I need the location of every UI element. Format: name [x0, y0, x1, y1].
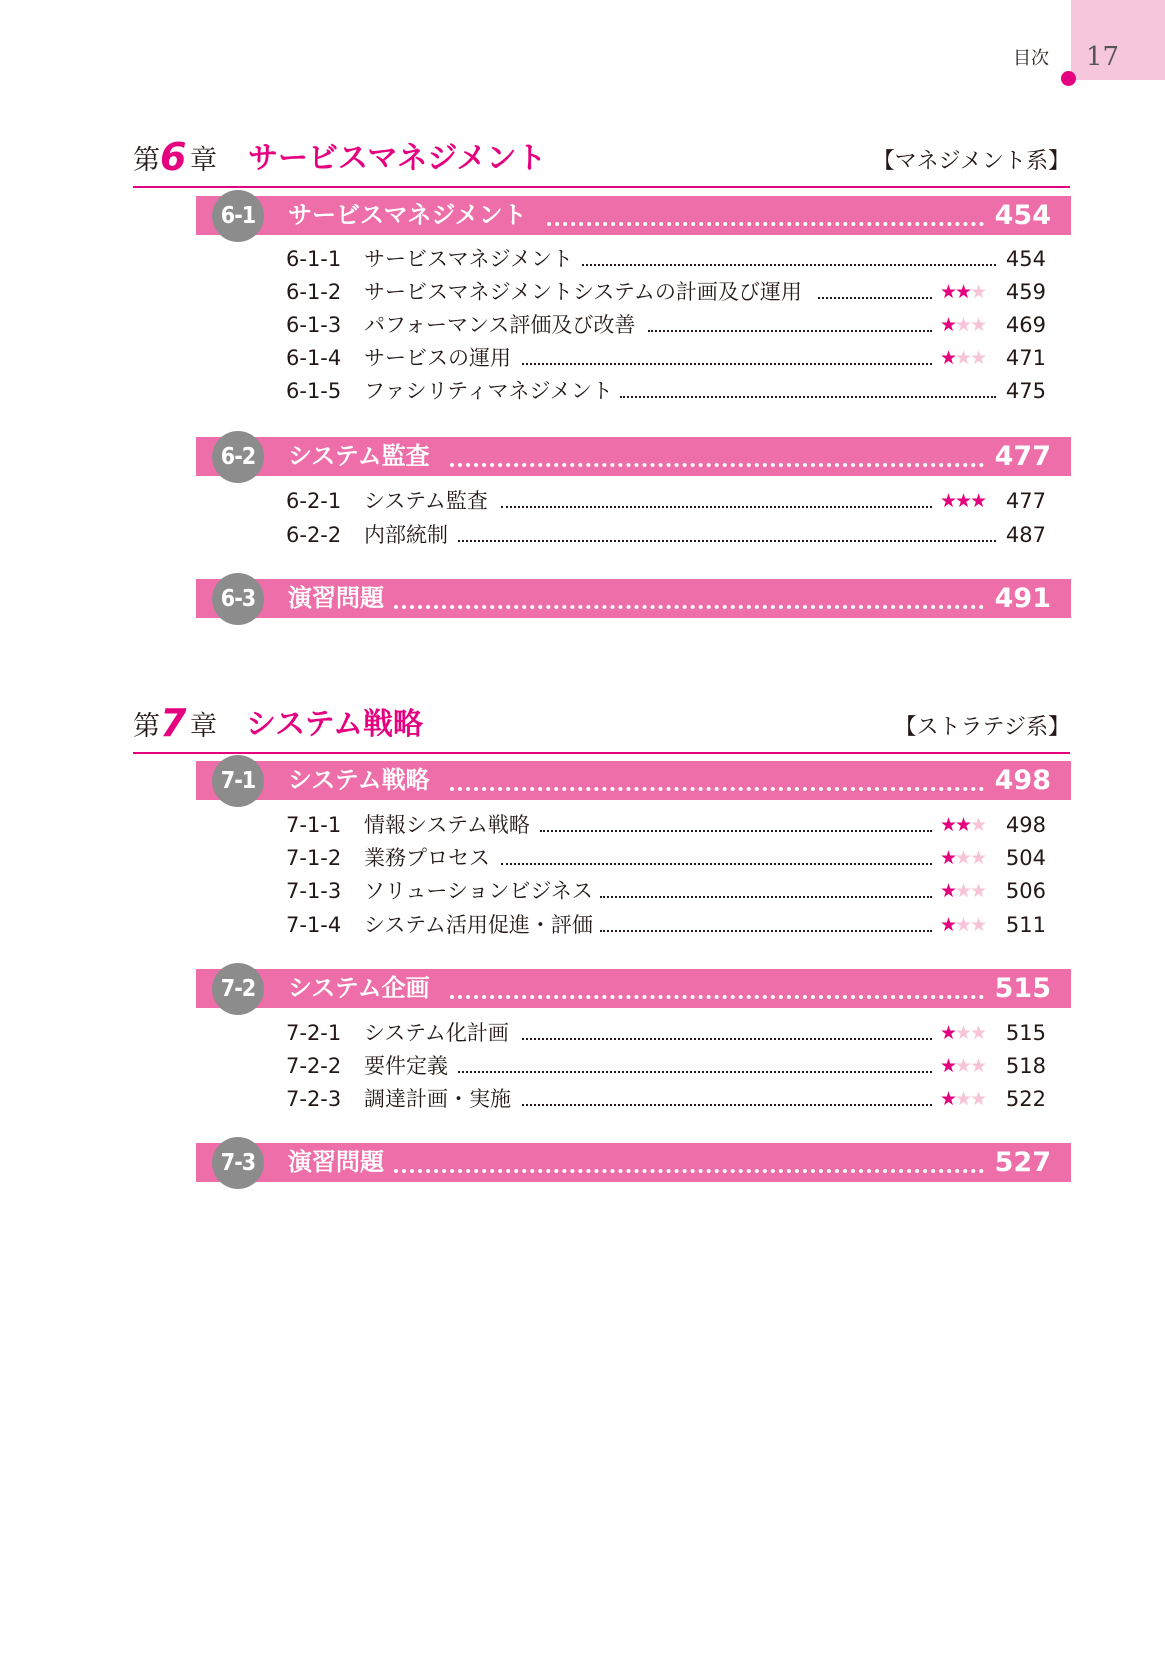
- difficulty-rating: [940, 910, 985, 940]
- entry-title: パフォーマンス評価及び改善: [364, 313, 636, 337]
- entry-leader-dots: [818, 297, 932, 299]
- star-empty-icon: ★: [970, 1088, 986, 1110]
- star-filled-icon: ★: [955, 490, 971, 512]
- section-leader-dots: [450, 787, 984, 791]
- entry-number: 7-1-3: [286, 879, 342, 903]
- star-empty-icon: ★: [970, 814, 986, 836]
- toc-entry[interactable]: [286, 376, 1046, 406]
- section-page: 527: [994, 1147, 1051, 1178]
- entry-leader-dots: [600, 930, 932, 932]
- star-empty-icon: ★: [955, 347, 971, 369]
- entry-number: 6-1-2: [286, 280, 342, 304]
- entry-leader-dots: [458, 1071, 932, 1073]
- section-title: 演習問題: [288, 584, 384, 612]
- section-leader-dots: [547, 222, 984, 226]
- entry-number: 6-1-5: [286, 379, 342, 403]
- toc-entry[interactable]: [286, 520, 1046, 550]
- difficulty-rating: [940, 876, 985, 906]
- section-number-badge: 7-1: [212, 755, 264, 807]
- section-page: 498: [994, 765, 1051, 796]
- star-empty-icon: ★: [955, 1055, 971, 1077]
- star-empty-icon: ★: [955, 314, 971, 336]
- section-page: 454: [994, 200, 1051, 231]
- difficulty-rating: [940, 277, 985, 307]
- entry-title: 要件定義: [364, 1054, 448, 1078]
- entry-number: 7-1-4: [286, 913, 342, 937]
- entry-number: 6-1-1: [286, 247, 342, 271]
- toc-entry[interactable]: [286, 1084, 1046, 1114]
- running-header-label: 目次: [1013, 48, 1049, 69]
- star-filled-icon: ★: [940, 314, 956, 336]
- entry-number: 6-1-4: [286, 346, 342, 370]
- toc-entry[interactable]: [286, 486, 1046, 516]
- entry-number: 7-2-1: [286, 1021, 342, 1045]
- entry-page: 506: [1005, 879, 1046, 903]
- star-filled-icon: ★: [940, 1055, 956, 1077]
- section-row[interactable]: [196, 969, 1071, 1008]
- toc-entry[interactable]: [286, 310, 1046, 340]
- chapter-suffix: 章: [190, 711, 217, 742]
- star-filled-icon: ★: [955, 814, 971, 836]
- toc-entry[interactable]: [286, 843, 1046, 873]
- star-filled-icon: ★: [940, 1088, 956, 1110]
- toc-entry[interactable]: [286, 343, 1046, 373]
- entry-page: 522: [1005, 1087, 1046, 1111]
- entry-page: 518: [1005, 1054, 1046, 1078]
- page-number: 17: [1086, 42, 1120, 72]
- entry-number: 7-2-2: [286, 1054, 342, 1078]
- entry-page: 515: [1005, 1021, 1046, 1045]
- chapter-prefix: 第: [133, 711, 160, 742]
- section-row[interactable]: [196, 579, 1071, 618]
- entry-page: 469: [1005, 313, 1046, 337]
- difficulty-rating: [940, 486, 985, 516]
- toc-entry[interactable]: [286, 910, 1046, 940]
- star-filled-icon: ★: [940, 814, 956, 836]
- entry-page: 454: [1005, 247, 1046, 271]
- section-number-badge: 6-2: [212, 431, 264, 483]
- section-title: システム戦略: [288, 766, 430, 794]
- entry-title: ファシリティマネジメント: [364, 379, 613, 403]
- entry-page: 504: [1005, 846, 1046, 870]
- entry-leader-dots: [540, 830, 932, 832]
- toc-entry[interactable]: [286, 244, 1046, 274]
- star-filled-icon: ★: [940, 281, 956, 303]
- star-empty-icon: ★: [955, 1088, 971, 1110]
- section-row[interactable]: [196, 761, 1071, 800]
- entry-title: ソリューションビジネス: [364, 879, 593, 903]
- section-title: システム企画: [288, 974, 430, 1002]
- chapter-category-tag: 【マネジメント系】: [872, 149, 1070, 174]
- section-page: 515: [994, 973, 1051, 1004]
- section-row[interactable]: [196, 437, 1071, 476]
- star-filled-icon: ★: [955, 281, 971, 303]
- entry-leader-dots: [522, 1038, 932, 1040]
- entry-title: サービスマネジメントシステムの計画及び運用: [364, 280, 802, 304]
- difficulty-rating: [940, 1051, 985, 1081]
- star-empty-icon: ★: [955, 880, 971, 902]
- difficulty-rating: [940, 810, 985, 840]
- star-empty-icon: ★: [970, 880, 986, 902]
- entry-leader-dots: [501, 506, 932, 508]
- chapter-suffix: 章: [190, 145, 217, 176]
- entry-title: 業務プロセス: [364, 846, 490, 870]
- toc-entry[interactable]: [286, 1051, 1046, 1081]
- star-empty-icon: ★: [970, 281, 986, 303]
- entry-number: 7-1-2: [286, 846, 342, 870]
- star-empty-icon: ★: [955, 847, 971, 869]
- section-number-badge: 7-3: [212, 1137, 264, 1189]
- entry-page: 477: [1005, 489, 1046, 513]
- entry-title: 調達計画・実施: [364, 1087, 511, 1111]
- section-title: 演習問題: [288, 1148, 384, 1176]
- entry-number: 7-2-3: [286, 1087, 342, 1111]
- star-filled-icon: ★: [940, 490, 956, 512]
- star-filled-icon: ★: [940, 347, 956, 369]
- toc-entry[interactable]: [286, 876, 1046, 906]
- section-number-badge: 7-2: [212, 963, 264, 1015]
- star-filled-icon: ★: [940, 880, 956, 902]
- star-filled-icon: ★: [940, 847, 956, 869]
- difficulty-rating: [940, 310, 985, 340]
- star-empty-icon: ★: [970, 1022, 986, 1044]
- section-page: 477: [994, 441, 1051, 472]
- section-row[interactable]: [196, 1143, 1071, 1182]
- entry-leader-dots: [648, 330, 932, 332]
- section-leader-dots: [450, 463, 984, 467]
- entry-leader-dots: [522, 1104, 932, 1106]
- star-empty-icon: ★: [970, 914, 986, 936]
- chapter-title: サービスマネジメント: [248, 141, 547, 176]
- star-empty-icon: ★: [970, 347, 986, 369]
- entry-title: サービスの運用: [364, 346, 511, 370]
- entry-page: 475: [1005, 379, 1046, 403]
- entry-title: 情報システム戦略: [364, 813, 530, 837]
- star-filled-icon: ★: [970, 490, 986, 512]
- entry-title: システム監査: [364, 489, 488, 513]
- chapter-category-tag: 【ストラテジ系】: [894, 715, 1070, 740]
- chapter-prefix: 第: [133, 145, 160, 176]
- star-empty-icon: ★: [970, 847, 986, 869]
- entry-leader-dots: [522, 363, 932, 365]
- toc-entry[interactable]: [286, 277, 1046, 307]
- entry-leader-dots: [600, 896, 932, 898]
- star-filled-icon: ★: [940, 1022, 956, 1044]
- section-row[interactable]: [196, 196, 1071, 235]
- entry-page: 471: [1005, 346, 1046, 370]
- entry-number: 6-1-3: [286, 313, 342, 337]
- difficulty-rating: [940, 1018, 985, 1048]
- entry-title: システム活用促進・評価: [364, 913, 593, 937]
- chapter-number: 6: [160, 135, 187, 179]
- difficulty-rating: [940, 343, 985, 373]
- entry-leader-dots: [620, 396, 996, 398]
- entry-leader-dots: [582, 264, 996, 266]
- star-empty-icon: ★: [955, 1022, 971, 1044]
- difficulty-rating: [940, 843, 985, 873]
- entry-page: 459: [1005, 280, 1046, 304]
- section-page: 491: [994, 583, 1051, 614]
- chapter-heading: [133, 134, 1070, 188]
- entry-title: サービスマネジメント: [364, 247, 573, 271]
- entry-title: システム化計画: [364, 1021, 509, 1045]
- section-number-badge: 6-3: [212, 573, 264, 625]
- section-number-badge: 6-1: [212, 190, 264, 242]
- section-leader-dots: [394, 605, 984, 609]
- star-empty-icon: ★: [970, 1055, 986, 1077]
- entry-number: 7-1-1: [286, 813, 342, 837]
- chapter-number: 7: [160, 701, 187, 745]
- chapter-heading: [133, 700, 1070, 754]
- header-dot-marker: [1061, 71, 1076, 86]
- entry-leader-dots: [458, 540, 996, 542]
- toc-entry[interactable]: [286, 1018, 1046, 1048]
- star-filled-icon: ★: [940, 914, 956, 936]
- section-title: サービスマネジメント: [288, 201, 527, 229]
- entry-leader-dots: [501, 863, 932, 865]
- entry-page: 498: [1005, 813, 1046, 837]
- chapter-title: システム戦略: [246, 707, 423, 742]
- entry-number: 6-2-1: [286, 489, 342, 513]
- difficulty-rating: [940, 1084, 985, 1114]
- entry-page: 511: [1005, 913, 1046, 937]
- toc-entry[interactable]: [286, 810, 1046, 840]
- star-empty-icon: ★: [955, 914, 971, 936]
- entry-number: 6-2-2: [286, 523, 342, 547]
- section-leader-dots: [394, 1169, 984, 1173]
- entry-title: 内部統制: [364, 523, 448, 547]
- section-leader-dots: [450, 995, 984, 999]
- entry-page: 487: [1005, 523, 1046, 547]
- star-empty-icon: ★: [970, 314, 986, 336]
- section-title: システム監査: [288, 442, 430, 470]
